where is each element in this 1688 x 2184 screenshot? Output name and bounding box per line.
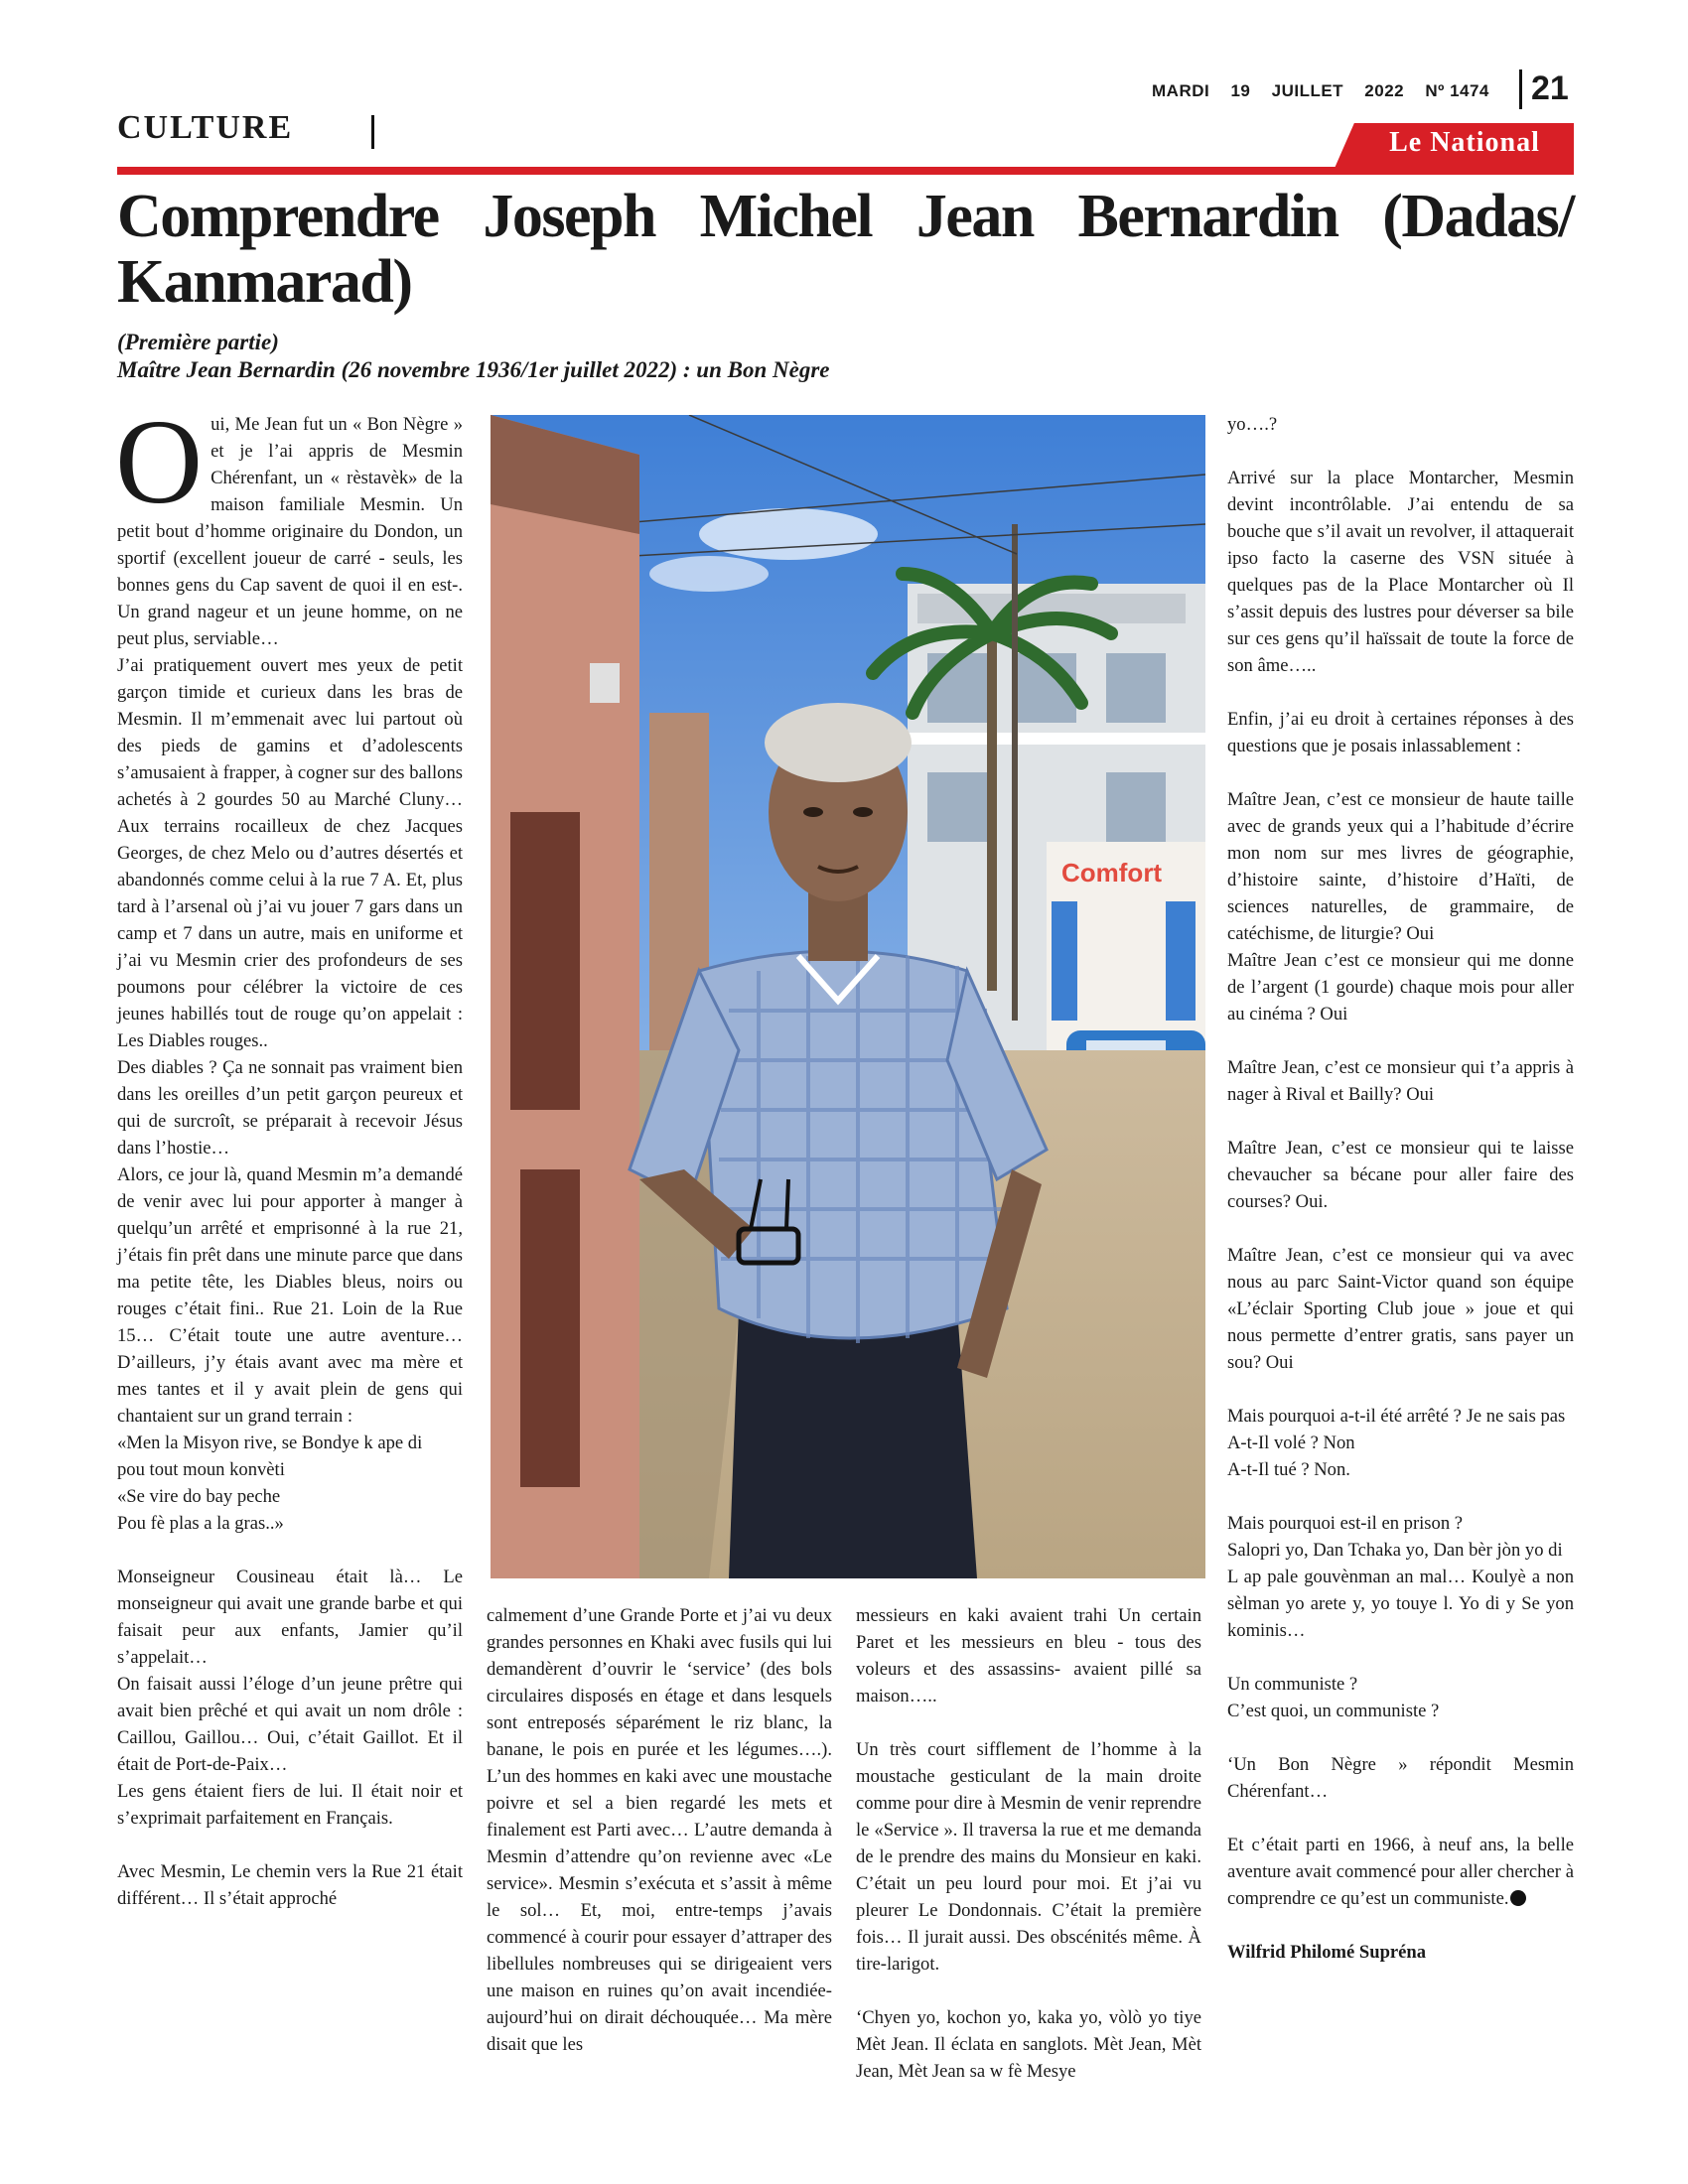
paragraph: Un très court sifflement de l’homme à la moustache gesticulant de la main droite comme pour dire à Mesmin de venir reprendre le «Service ». Il traversa la rue et me demanda de le prendre des mains du Monsieur en kaki. C’était un peu lourd pour moi. Et j’ai vu pleurer Le Dondonnais. C’était la première fois… Il jurait aussi. Des obscénités même. À tire-larigot. [856, 1739, 1201, 1975]
paragraph: C’est quoi, un communiste ? [1227, 1701, 1440, 1721]
paragraph: Un communiste ? [1227, 1674, 1358, 1695]
paragraph-final [1227, 1832, 1574, 1912]
song-line: pou tout moun konvèti [117, 1459, 285, 1480]
paragraph: Maître Jean, c’est ce monsieur de haute taille avec de grands yeux qui a l’habitude d’écrire mon nom sur mes livres de géographie, d’histoire sainte, d’histoire d’Haïti, de sciences naturelles, de grammaire, de catéchisme, de liturgie? Oui [1227, 789, 1574, 944]
paragraph: Maître Jean, c’est ce monsieur qui t’a appris à nager à Rival et Bailly? Oui [1227, 1057, 1574, 1105]
paragraph: Des diables ? Ça ne sonnait pas vraiment bien dans les oreilles d’un petit garçon peureux et qui de surcroît, se préparait à recevoir Jésus dans l’hostie… [117, 1057, 463, 1159]
article-column-3 [856, 1602, 1201, 2085]
paragraph: yo….? [1227, 414, 1278, 435]
paragraph: Enfin, j’ai eu droit à certaines réponses à des questions que je posais inlassablement : [1227, 709, 1574, 756]
paragraph: Maître Jean, c’est ce monsieur qui te laisse chevaucher sa bécane pour aller faire des courses? Oui. [1227, 1138, 1574, 1212]
paragraph-gap [117, 1537, 463, 1564]
author-byline: Wilfrid Philomé Supréna [1227, 1942, 1427, 1963]
drop-cap: O [115, 395, 204, 529]
section-label: CULTURE [117, 109, 294, 146]
issue-month: JUILLET [1271, 81, 1344, 100]
header-rule [117, 167, 1574, 175]
paragraph-gap [1227, 1027, 1574, 1054]
issue-year: 2022 [1364, 81, 1405, 100]
section-divider [371, 115, 374, 149]
newspaper-brand: Le National [1389, 127, 1540, 158]
paragraph-gap [1227, 759, 1574, 786]
song-line: «Men la Misyon rive, se Bondye k ape di [117, 1433, 423, 1453]
issue-number: Nº 1474 [1425, 81, 1489, 100]
paragraph: Mais pourquoi a-t-il été arrêté ? Je ne sais pas [1227, 1406, 1566, 1427]
article-subtitle: Maître Jean Bernardin (26 novembre 1936/1er juillet 2022) : un Bon Nègre [117, 357, 830, 382]
paragraph-gap [1227, 1215, 1574, 1242]
final-paragraph-text: Et c’était parti en 1966, à neuf ans, la belle aventure avait commencé pour aller chercher à comprendre ce qu’est un communiste. [1227, 1835, 1574, 1909]
end-mark-icon [1510, 1890, 1526, 1906]
paragraph-gap [1227, 438, 1574, 465]
page-number: 21 [1531, 69, 1569, 107]
paragraph-gap [856, 1709, 1201, 1736]
paragraph-gap [856, 1978, 1201, 2004]
paragraph: Avec Mesmin, Le chemin vers la Rue 21 était différent… Il s’était approché [117, 1861, 463, 1909]
paragraph: ui, Me Jean fut un « Bon Nègre » et je l’ai appris de Mesmin Chérenfant, un « rèstavèk» de la maison familiale Mesmin. Un petit bout d’homme originaire du Dondon, un sportif (excellent joueur de carré - seuls, les bonnes gens du Cap savent de quoi il en est-. Un grand nageur et un jeune homme, on ne peut plus, serviable… [117, 414, 463, 649]
paragraph: A-t-Il tué ? Non. [1227, 1459, 1350, 1480]
paragraph: J’ai pratiquement ouvert mes yeux de petit garçon timide et curieux dans les bras de Mesmin. Il m’emmenait avec lui partout où des pieds de gamins et d’adolescents s’amusaient à frapper, à cogner sur des ballons achetés à 2 gourdes 50 au Marché Cluny… Aux terrains rocailleux de chez Jacques Georges, de chez Melo ou d’autres désertés et abandonnés comme celui à la rue 7 A. Et, plus tard à l’arsenal où j’ai vu jouer 7 gars dans un camp et 7 dans un autre, mais en uniforme et j’ai vu Mesmin crier des profondeurs de ses poumons pour célébrer la victoire de ces jeunes habillés tout de rouge qu’on appelait : Les Diables rouges.. [117, 655, 463, 1051]
paragraph-gap [1227, 1724, 1574, 1751]
page-number-divider [1519, 69, 1522, 109]
paragraph-gap [1227, 1376, 1574, 1403]
paragraph-gap [1227, 1644, 1574, 1671]
paragraph: ‘Un Bon Nègre » répondit Mesmin Chérenfant… [1227, 1754, 1574, 1802]
article-part-label: (Première partie) [117, 330, 279, 354]
paragraph: messieurs en kaki avaient trahi Un certain Paret et les messieurs en bleu - tous des voleurs et des assassins- avaient pillé sa maison….. [856, 1605, 1201, 1706]
issue-day: MARDI [1152, 81, 1210, 100]
article-column-4 [1227, 411, 1574, 1966]
paragraph-gap [1227, 1483, 1574, 1510]
paragraph: L ap pale gouvènman an mal… Koulyè a non sèlman yo arete y, yo touye l. Yo di y Se yon kominis… [1227, 1567, 1574, 1641]
paragraph: Maître Jean, c’est ce monsieur qui va avec nous au parc Saint-Victor quand son équipe «L’éclair Sporting Club joue » joue et qui nous permette d’entrer gratis, sans payer un sou? Oui [1227, 1245, 1574, 1373]
photo-elderly-man-street-icon [491, 415, 1205, 1578]
issue-dateline [1152, 81, 1505, 101]
article-headline: Comprendre Joseph Michel Jean Bernardin (Dadas/ Kanmarad) [117, 183, 1574, 316]
paragraph: On faisait aussi l’éloge d’un jeune prêtre qui avait bien prêché et qui avait un nom drôle : Caillou, Gaillou… Oui, c’était Gaillot. Et il était de Port-de-Paix… [117, 1674, 463, 1775]
article-column-1 [115, 395, 463, 1912]
article-photo [491, 415, 1205, 1578]
paragraph-gap [1227, 679, 1574, 706]
paragraph-gap [1227, 1912, 1574, 1939]
paragraph: Maître Jean c’est ce monsieur qui me donne de l’argent (1 gourde) chaque mois pour aller au cinéma ? Oui [1227, 950, 1574, 1024]
song-line: Pou fè plas a la gras..» [117, 1513, 284, 1534]
paragraph: Alors, ce jour là, quand Mesmin m’a demandé de venir avec lui pour apporter à manger à quelqu’un arrêté et emprisonné à la rue 21, j’étais fin prêt dans une minute parce que dans ma petite tête, les Diables bleus, noirs ou rouges c’était fini.. Rue 21. Loin de la Rue 15… C’était toute une autre aventure… D’ailleurs, j’y étais avant avec ma mère et mes tantes et il y avait plein de gens qui chantaient sur un grand terrain : [117, 1164, 463, 1427]
paragraph: Monseigneur Cousineau était là… Le monseigneur qui avait une grande barbe et qui faisait peur aux enfants, Jamier qu’il s’appelait… [117, 1567, 463, 1668]
paragraph: calmement d’une Grande Porte et j’ai vu deux grandes personnes en Khaki avec fusils qui lui demandèrent d’ouvrir le ‘service’ (des bols circulaires disposés en étage et dans lesquels sont entreposés séparément le riz blanc, la banane, le pois en purée et les légumes….). L’un des hommes en kaki avec une moustache poivre et sel a bien regardé les mets et finalement est Parti avec… L’autre demanda à Mesmin d’attendre qu’on revienne avec «Le service». Mesmin s’exécuta et s’assit à même le sol… Et, moi, entre-temps j’avais commencé à courir pour essayer d’attraper des libellules nombreuses qui se dirigeaient vers une maison en ruines qu’on avait incendiée- aujourd’hui on dirait déchouquée… Ma mère disait que les [487, 1605, 832, 2055]
shop-sign: Comfort [1061, 858, 1163, 887]
paragraph: Salopri yo, Dan Tchaka yo, Dan bèr jòn yo di [1227, 1540, 1563, 1561]
article-column-2 [487, 1602, 832, 2058]
paragraph: A-t-Il volé ? Non [1227, 1433, 1355, 1453]
paragraph: Arrivé sur la place Montarcher, Mesmin devint incontrôlable. J’ai entendu de sa bouche que s’il avait un revolver, il attaquerait ipso facto la caserne des VSN située à quelques pas de la Place Montarcher où Il s’assit depuis des lustres pour déverser sa bile sur ces gens qu’il haïssait de toute la force de son âme….. [1227, 468, 1574, 676]
paragraph: ‘Chyen yo, kochon yo, kaka yo, vòlò yo tiye Mèt Jean. Il éclata en sanglots. Mèt Jean, Mèt Jean, Mèt Jean sa w fè Mesye [856, 2007, 1201, 2082]
issue-date-number: 19 [1230, 81, 1251, 100]
paragraph-gap [1227, 1108, 1574, 1135]
paragraph-gap [1227, 1805, 1574, 1832]
paragraph: Mais pourquoi est-il en prison ? [1227, 1513, 1464, 1534]
song-line: «Se vire do bay peche [117, 1486, 281, 1507]
paragraph: Les gens étaient fiers de lui. Il était noir et s’exprimait parfaitement en Français. [117, 1781, 463, 1829]
paragraph-gap [117, 1832, 463, 1858]
